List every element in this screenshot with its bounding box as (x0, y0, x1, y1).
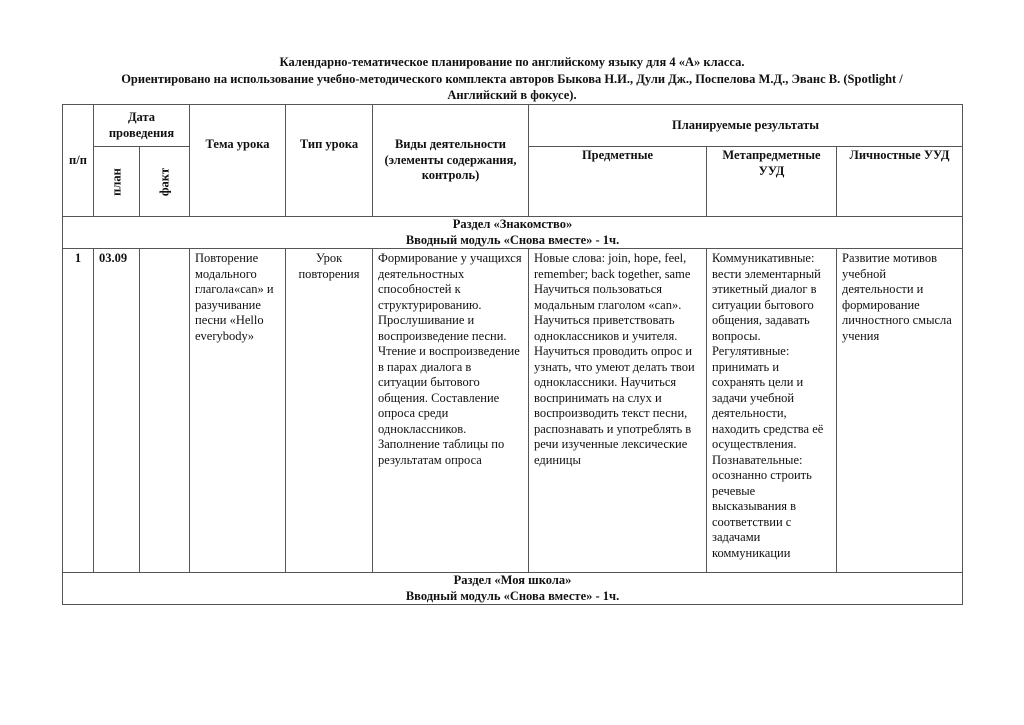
header-planned-results: Планируемые результаты (529, 105, 963, 147)
section-acquaintance (63, 217, 963, 249)
row-lesson-type: Урок повторения (286, 249, 373, 573)
document-title: Календарно-тематическое планирование по английскому языку для 4 «А» класса. (279, 55, 745, 69)
section-my-school-module: Вводный модуль «Снова вместе» - 1ч. (405, 588, 620, 603)
row-subject-results: Новые слова: join, hope, feel, remember; back together, same Научиться пользоваться модальным глаголом «can». Научиться приветствовать одноклассников и учителя. Научиться проводить опрос и узнать, что умеют делать твои одноклассники. Научиться воспринимать на слух и воспроизводить текст песни, распознавать и употреблять в речи изученные лексические единицы (529, 249, 707, 573)
row-plan-date: 03.09 (94, 249, 140, 573)
row-number: 1 (63, 249, 94, 573)
header-subject: Предметные (529, 147, 707, 217)
section-my-school-title: Раздел «Моя школа» (453, 573, 572, 587)
header-topic: Тема урока (190, 105, 286, 217)
section-row-my-school (63, 573, 963, 605)
section-my-school (63, 573, 963, 605)
header-number: п/п (63, 105, 94, 217)
row-topic: Повторение модального глагола«can» и разучивание песни «Hello everybody» (190, 249, 286, 573)
document-subtitle: Ориентировано на использование учебно-методического комплекта авторов Быкова Н.И., Дули Дж., Поспелова М.Д., Эванс В. (Spotlight / (121, 72, 903, 86)
header-metasubject: Метапредметные УУД (707, 147, 837, 217)
header-date: Дата проведения (94, 105, 190, 147)
planning-table (62, 104, 963, 605)
section-acquaintance-module: Вводный модуль «Снова вместе» - 1ч. (405, 232, 620, 247)
header-date-fact: факт (156, 167, 171, 196)
row-activities: Формирование у учащихся деятельностных способностей к структурированию. Прослушивание и воспроизведение песни. Чтение и воспроизведение в парах диалога в ситуации бытового общения. Составление опроса среди одноклассников. Заполнение таблицы по результатам опроса (373, 249, 529, 573)
section-acquaintance-title: Раздел «Знакомство» (452, 217, 573, 231)
row-metasubject-results: Коммуникативные: вести элементарный этикетный диалог в ситуации бытового общения, задавать вопросы. Регулятивные: принимать и сохранять цели и задачи учебной деятельности, находить средства её осуществления. Познавательные: осознанно строить речевые высказывания в соответствии с задачами коммуникации (707, 249, 837, 573)
header-date-plan-cell (94, 147, 140, 217)
row-personal-results: Развитие мотивов учебной деятельности и формирование личностного смысла учения (837, 249, 963, 573)
header-lesson-type: Тип урока (286, 105, 373, 217)
header-date-plan: план (108, 167, 123, 196)
header-personal: Личностные УУД (837, 147, 963, 217)
table-row (63, 249, 963, 573)
header-row-top (63, 105, 963, 147)
section-row-acquaintance (63, 217, 963, 249)
header-date-fact-cell (140, 147, 190, 217)
row-fact-date (140, 249, 190, 573)
document-subtitle-continuation: Английский в фокусе). (447, 88, 577, 102)
header-activities: Виды деятельности (элементы содержания, контроль) (373, 105, 529, 217)
